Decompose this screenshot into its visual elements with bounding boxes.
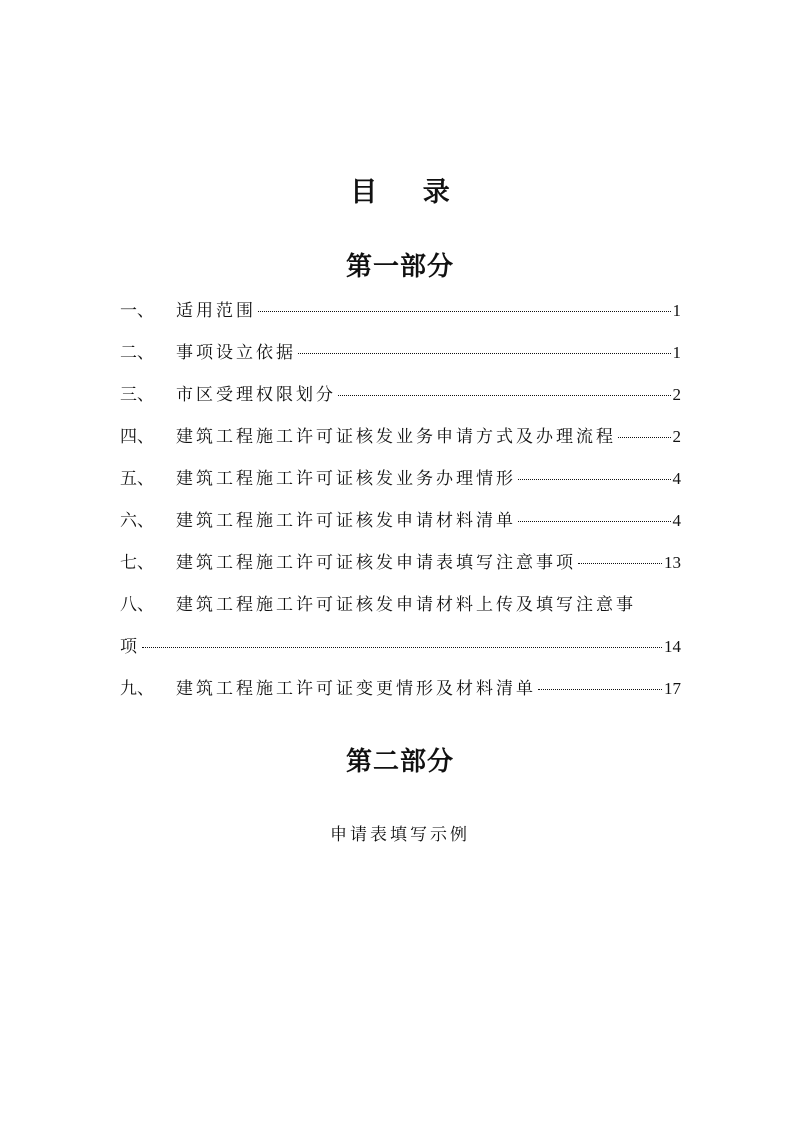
toc-entry[interactable] (120, 374, 681, 416)
toc-entry-number: 二、 (120, 343, 154, 363)
toc-entry[interactable] (120, 500, 681, 542)
toc-entry[interactable] (120, 290, 681, 332)
toc-entry-page: 14 (664, 637, 681, 656)
toc-entry-text-continued: 项 (120, 637, 140, 657)
toc-entry-text: 市区受理权限划分 (176, 385, 336, 405)
toc-entry-page: 13 (664, 553, 681, 572)
toc-entry-text: 建筑工程施工许可证核发业务办理情形 (176, 469, 516, 489)
toc-entry-page: 17 (664, 679, 681, 698)
toc-entry-number: 三、 (120, 385, 154, 405)
part1-heading: 第一部分 (345, 252, 454, 282)
toc-entry[interactable] (120, 416, 681, 458)
toc-entry[interactable] (120, 542, 681, 584)
toc-entry[interactable] (120, 584, 681, 668)
part2-entry[interactable]: 申请表填写示例 (330, 825, 470, 845)
toc-entry-number: 一、 (120, 301, 154, 321)
toc-entry-text: 事项设立依据 (176, 343, 296, 363)
toc-entry-page: 4 (672, 511, 681, 530)
toc-entry-number: 七、 (120, 553, 154, 573)
toc-leader-dots (538, 689, 662, 690)
toc-entry-text: 建筑工程施工许可证核发业务申请方式及办理流程 (176, 427, 616, 447)
toc-entry-text: 建筑工程施工许可证核发申请材料上传及填写注意事 (176, 595, 636, 615)
toc-leader-dots (258, 311, 671, 312)
toc-title: 目 录 (350, 177, 468, 208)
toc-list (120, 290, 681, 710)
toc-entry-number: 九、 (120, 679, 154, 699)
toc-entry-page: 1 (672, 343, 681, 362)
toc-entry-number: 六、 (120, 511, 154, 531)
toc-entry-text: 建筑工程施工许可证变更情形及材料清单 (176, 679, 536, 699)
toc-leader-dots (618, 437, 671, 438)
toc-leader-dots (142, 647, 662, 648)
toc-entry[interactable] (120, 332, 681, 374)
toc-leader-dots (518, 521, 671, 522)
toc-entry-page: 2 (672, 385, 681, 404)
part2-heading: 第二部分 (345, 747, 454, 777)
toc-entry-page: 1 (672, 301, 681, 320)
toc-entry[interactable] (120, 458, 681, 500)
toc-entry-page: 2 (672, 427, 681, 446)
toc-entry-page: 4 (672, 469, 681, 488)
toc-leader-dots (298, 353, 671, 354)
toc-entry-text: 建筑工程施工许可证核发申请材料清单 (176, 511, 516, 531)
toc-entry-text: 适用范围 (176, 301, 256, 321)
toc-entry-text: 建筑工程施工许可证核发申请表填写注意事项 (176, 553, 576, 573)
toc-leader-dots (518, 479, 671, 480)
toc-leader-dots (578, 563, 662, 564)
toc-leader-dots (338, 395, 671, 396)
toc-entry-number: 五、 (120, 469, 154, 489)
toc-entry-number: 四、 (120, 427, 154, 447)
toc-entry-number: 八、 (120, 595, 154, 615)
toc-entry[interactable] (120, 668, 681, 710)
